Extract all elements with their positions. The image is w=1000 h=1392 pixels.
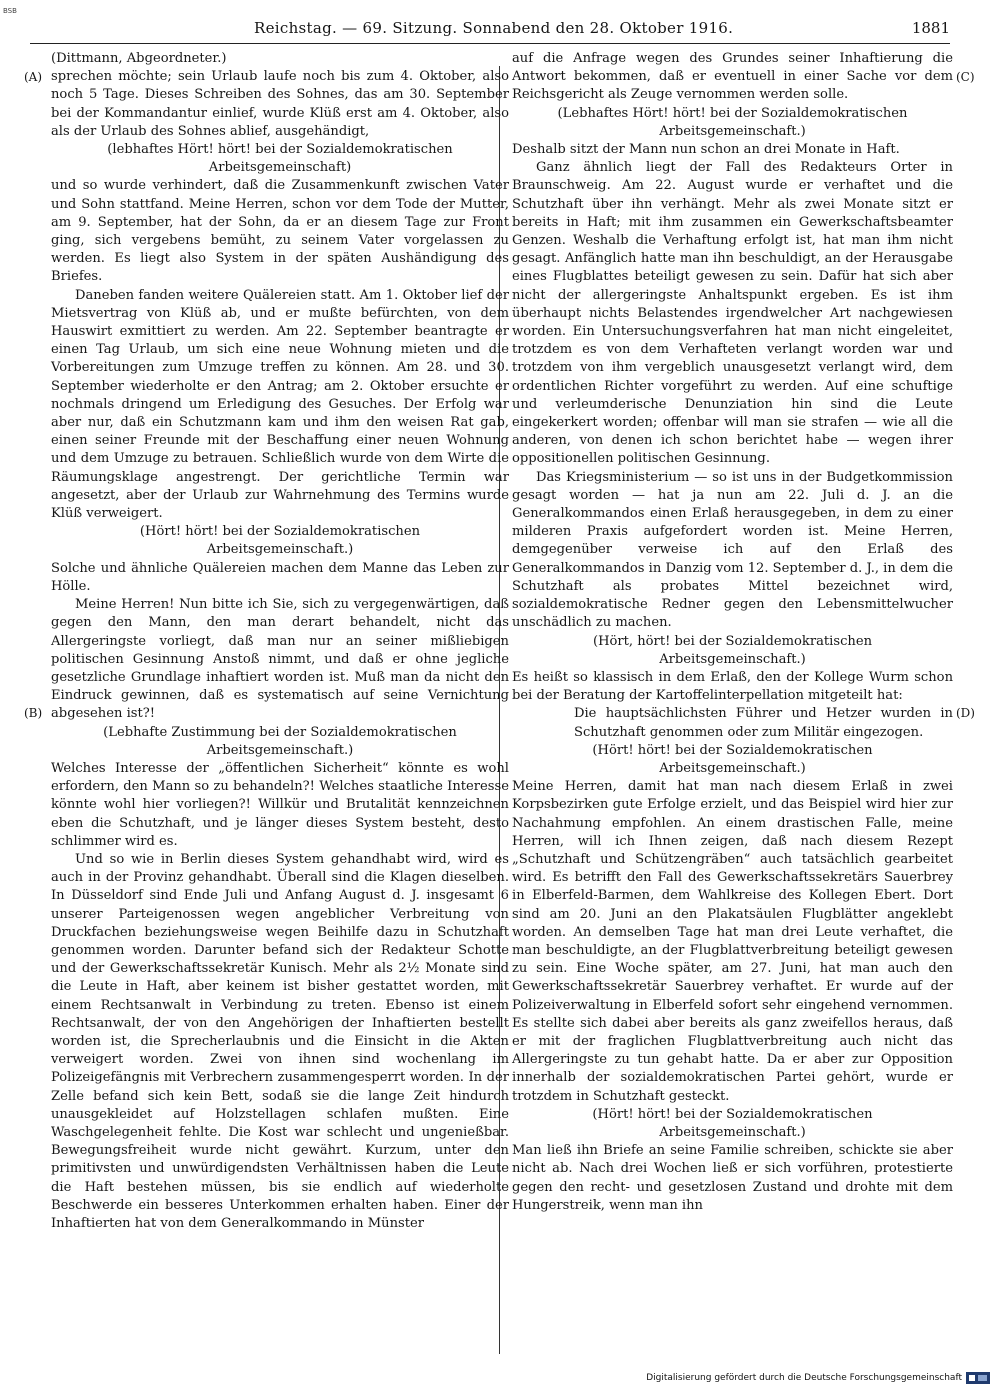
paragraph: Es heißt so klassisch in dem Erlaß, den der Kollege Wurm schon bei der Beratung der Kartoffelinterpellation mitgeteilt hat: <box>512 669 953 704</box>
paragraph: Daneben fanden weitere Quälereien statt. Am 1. Oktober lief der Mietsvertrag von Klüß ab, und er mußte befürchten, von dem Hauswirt exmittiert zu werden. Am 22. September beantragte er einen Tag Urlaub, um sich eine neue Wohnung mieten und die Vorbereitungen zum Umzuge treffen zu können. Am 28. und 30. September wiederholte er den Antrag; am 2. Oktober ersuchte er nochmals dringend um Erledigung des Gesuches. Der Erfolg war aber nur, daß ein Schutzmann kam und ihm den weisen Rat gab, einen seiner Freunde mit der Beschaffung einer neuen Wohnung und dem Umzuge zu betrauen. Schließlich wurde von dem Wirte die Räumungsklage angestrengt. Der gerichtliche Termin war angesetzt, aber der Urlaub zur Wahrnehmung des Termins wurde Klüß verweigert. <box>51 287 509 522</box>
right-column <box>512 50 953 1215</box>
paragraph: Solche und ähnliche Quälereien machen dem Manne das Leben zur Hölle. <box>51 560 509 594</box>
interjection: (Lebhafte Zustimmung bei der Sozialdemokratischen Arbeitsgemeinschaft.) <box>103 724 457 758</box>
interjection: (Hört! hört! bei der Sozialdemokratischen Arbeitsgemeinschaft.) <box>592 742 873 776</box>
paragraph: Das Kriegsministerium — so ist uns in der Budgetkommission gesagt worden — hat ja nun am 22. Juli d. J. an die Generalkommandos einen Erlaß herausgegeben, in dem zu einer milderen Praxis aufgefordert worden ist. Meine Herren, demgegenüber verweise ich auf den Erlaß des Generalkommandos in Danzig vom 12. September d. J., in dem die Schutzhaft als probates Mittel bezeichnet wird, sozialdemokratische Redner gegen den Lebensmittelwucher unschädlich zu machen. <box>512 469 953 631</box>
margin-mark-b: (B) <box>24 706 43 720</box>
interjection: (Lebhaftes Hört! hört! bei der Sozialdemokratischen Arbeitsgemeinschaft.) <box>557 105 908 139</box>
interjection: (Hört! hört! bei der Sozialdemokratischen Arbeitsgemeinschaft.) <box>139 524 421 558</box>
paragraph: Ganz ähnlich liegt der Fall des Redakteurs Orter in Braunschweig. Am 22. August wurde er verhaftet und die Schutzhaft über ihn verhängt. Mehr als zwei Monate sitzt er bereits in Haft; mit ihm zusammen ein Gewerkschaftsbeamter Genzen. Weshalb die Verhaftung erfolgt ist, hat man ihm nicht gesagt. Anfänglich hatte man ihn beschuldigt, an der Herausgabe eines Flugblattes beteiligt gewesen zu sein. Dafür hat sich aber nicht der allergeringste Anhaltspunkt ergeben. Es ist ihm überhaupt nichts Belastendes irgendwelcher Art nachgewiesen worden. Ein Untersuchungsverfahren hat man nicht eingeleitet, trotzdem es von dem Verhafteten verlangt worden war und trotzdem von ihm vergeblich unausgesetzt verlangt wird, dem ordentlichen Richter vorgeführt zu werden. Auf eine schuftige und verleumderische Denunziation hin sind die Leute eingekerkert worden; offenbar will man sie strafen — wie all die anderen, von denen ich schon berichtet habe — wegen ihrer oppositionellen politischen Gesinnung. <box>512 160 953 467</box>
margin-mark-d: (D) <box>956 706 975 720</box>
quotation: Die hauptsächlichsten Führer und Hetzer wurden in Schutzhaft genommen oder zum Militär eingezogen. <box>574 706 953 740</box>
margin-mark-a: (A) <box>24 70 43 84</box>
paragraph: Meine Herren, damit hat man nach diesem Erlaß in zwei Korpsbezirken gute Erfolge erzielt, und das Beispiel wird hier zur Nachahmung empfohlen. An einem drastischen Falle, meine Herren, will ich Ihnen zeigen, daß nach diesem Rezept „Schutzhaft und Schützengräben“ auch tatsächlich gearbeitet wird. Es betrifft den Fall des Gewerkschaftssekretärs Sauerbrey in Elberfeld-Barmen, dem Wahlkreise des Kollegen Ebert. Dort sind am 20. Juni an den Plakatsäulen Flugblätter angeklebt worden. An demselben Tage hat man drei Leute verhaftet, die man beschuldigte, an der Flugblattverbreitung beteiligt gewesen zu sein. Eine Woche später, am 27. Juni, hat man auch den Gewerkschaftssekretär Sauerbrey verhaftet. Er wurde auf der Polizeiverwaltung in Elberfeld sofort sehr eingehend vernommen. Es stellte sich dabei aber bereits als ganz zweifellos heraus, daß er mit der fraglichen Flugblattverbreitung auch nicht das Allergeringste zu tun gehabt hatte. Da er aber zur Opposition innerhalb der sozialdemokratischen Partei gehört, wurde er trotzdem in Schutzhaft gesteckt. <box>512 779 953 1104</box>
header-title: Reichstag. — 69. Sitzung. Sonnabend den 28. Oktober 1916. <box>254 19 734 37</box>
paragraph: Und so wie in Berlin dieses System gehandhabt wird, wird es auch in der Provinz gehandhabt. Überall sind die Klagen dieselben. In Düsseldorf sind Ende Juli und Anfang August d. J. insgesamt 6 unserer Parteigenossen wegen angeblicher Verbreitung von Druckfachen beziehungsweise wegen Beihilfe dazu in Schutzhaft genommen worden. Darunter befand sich der Redakteur Schotte und der Gewerkschaftssekretär Kunisch. Mehr als 2½ Monate sind die Leute in Haft, aber keinem ist bisher gestattet worden, mit einem Rechtsanwalt in Verbindung zu treten. Ebenso ist einem Rechtsanwalt, der von den Angehörigen der Inhaftierten bestellt worden ist, die Sprecherlaubnis und die Einsicht in die Akten verweigert worden. Zwei von ihnen sind wochenlang im Polizeigefängnis mit Verbrechern zusammengesperrt worden. In der Zelle befand sich kein Bett, sodaß sie die lange Zeit hindurch unausgekleidet auf Holzstellagen schlafen mußten. Eine Waschgelegenheit fehlte. Die Kost war schlecht und ungenießbar. Bewegungsfreiheit wurde nicht gewährt. Kurzum, unter den primitivsten und unwürdigendsten Verhältnissen haben die Leute die Haft bestehen müssen, bis sie endlich auf wiederholte Beschwerde ein besseres Unterkommen erhalten haben. Einer der Inhaftierten hat von dem Generalkommando in Münster <box>51 851 509 1231</box>
page-header <box>30 14 950 42</box>
paragraph: Man ließ ihn Briefe an seine Familie schreiben, schickte sie aber nicht ab. Nach drei Wochen ließ er sich vorführen, protestierte gegen den recht- und gesetzlosen Zustand und drohte mit dem Hungerstreik, wenn man ihn <box>512 1143 953 1213</box>
paragraph: und so wurde verhindert, daß die Zusammenkunft zwischen Vater und Sohn stattfand. Meine Herren, schon vor dem Tode der Mutter, am 9. September, hat der Sohn, da er an diesem Tage zur Front ging, sich vergebens bemüht, zu seinem Vater vorgelassen zu werden. Es liegt also System in der späten Aushändigung des Briefes. <box>51 178 509 285</box>
margin-mark-c: (C) <box>956 70 975 84</box>
funding-footer <box>646 1372 990 1384</box>
paragraph: sprechen möchte; sein Urlaub laufe noch bis zum 4. Oktober, also noch 5 Tage. Dieses Schreiben des Sohnes, das am 30. September bei der Kommandantur einlief, wurde Klüß erst am 4. Oktober, also als der Urlaub des Sohnes ablief, ausgehändigt, <box>51 69 509 139</box>
speaker-label: (Dittmann, Abgeordneter.) <box>51 51 227 66</box>
page-number: 1881 <box>911 19 950 37</box>
paragraph: Welches Interesse der „öffentlichen Sicherheit“ könnte es wohl erfordern, den Mann so zu behandeln?! Welches staatliche Interesse könnte wohl hier vorliegen?! Willkür und Brutalität kennzeichnen eben die Schutzhaft, und je länger dieses System besteht, desto schlimmer wird es. <box>51 760 509 849</box>
interjection: (Hört, hört! bei der Sozialdemokratischen Arbeitsgemeinschaft.) <box>592 633 873 667</box>
library-mark: BSB <box>3 7 17 15</box>
interjection: (lebhaftes Hört! hört! bei der Sozialdemokratischen Arbeitsgemeinschaft) <box>107 142 453 176</box>
interjection: (Hört! hört! bei der Sozialdemokratischen Arbeitsgemeinschaft.) <box>592 1106 873 1140</box>
header-rule <box>30 43 950 44</box>
paragraph: Deshalb sitzt der Mann nun schon an drei Monate in Haft. <box>512 142 900 158</box>
funding-note: Digitalisierung gefördert durch die Deutsche Forschungsgemeinschaft <box>646 1373 962 1383</box>
dfg-logo-icon <box>966 1372 990 1384</box>
paragraph: Meine Herren! Nun bitte ich Sie, sich zu vergegenwärtigen, daß gegen den Mann, den man derart behandelt, nicht das Allergeringste vorliegt, daß man nur an seiner mißliebigen politischen Gesinnung Anstoß nimmt, und daß er ohne jegliche gesetzliche Grundlage inhaftiert worden ist. Muß man da nicht den Eindruck gewinnen, daß es systematisch auf seine Vernichtung abgesehen ist?! <box>51 597 509 722</box>
paragraph: auf die Anfrage wegen des Grundes seiner Inhaftierung die Antwort bekommen, daß er eventuell in einer Sache vor dem Reichsgericht als Zeuge vernommen werden solle. <box>512 51 953 103</box>
left-column <box>51 50 509 1233</box>
